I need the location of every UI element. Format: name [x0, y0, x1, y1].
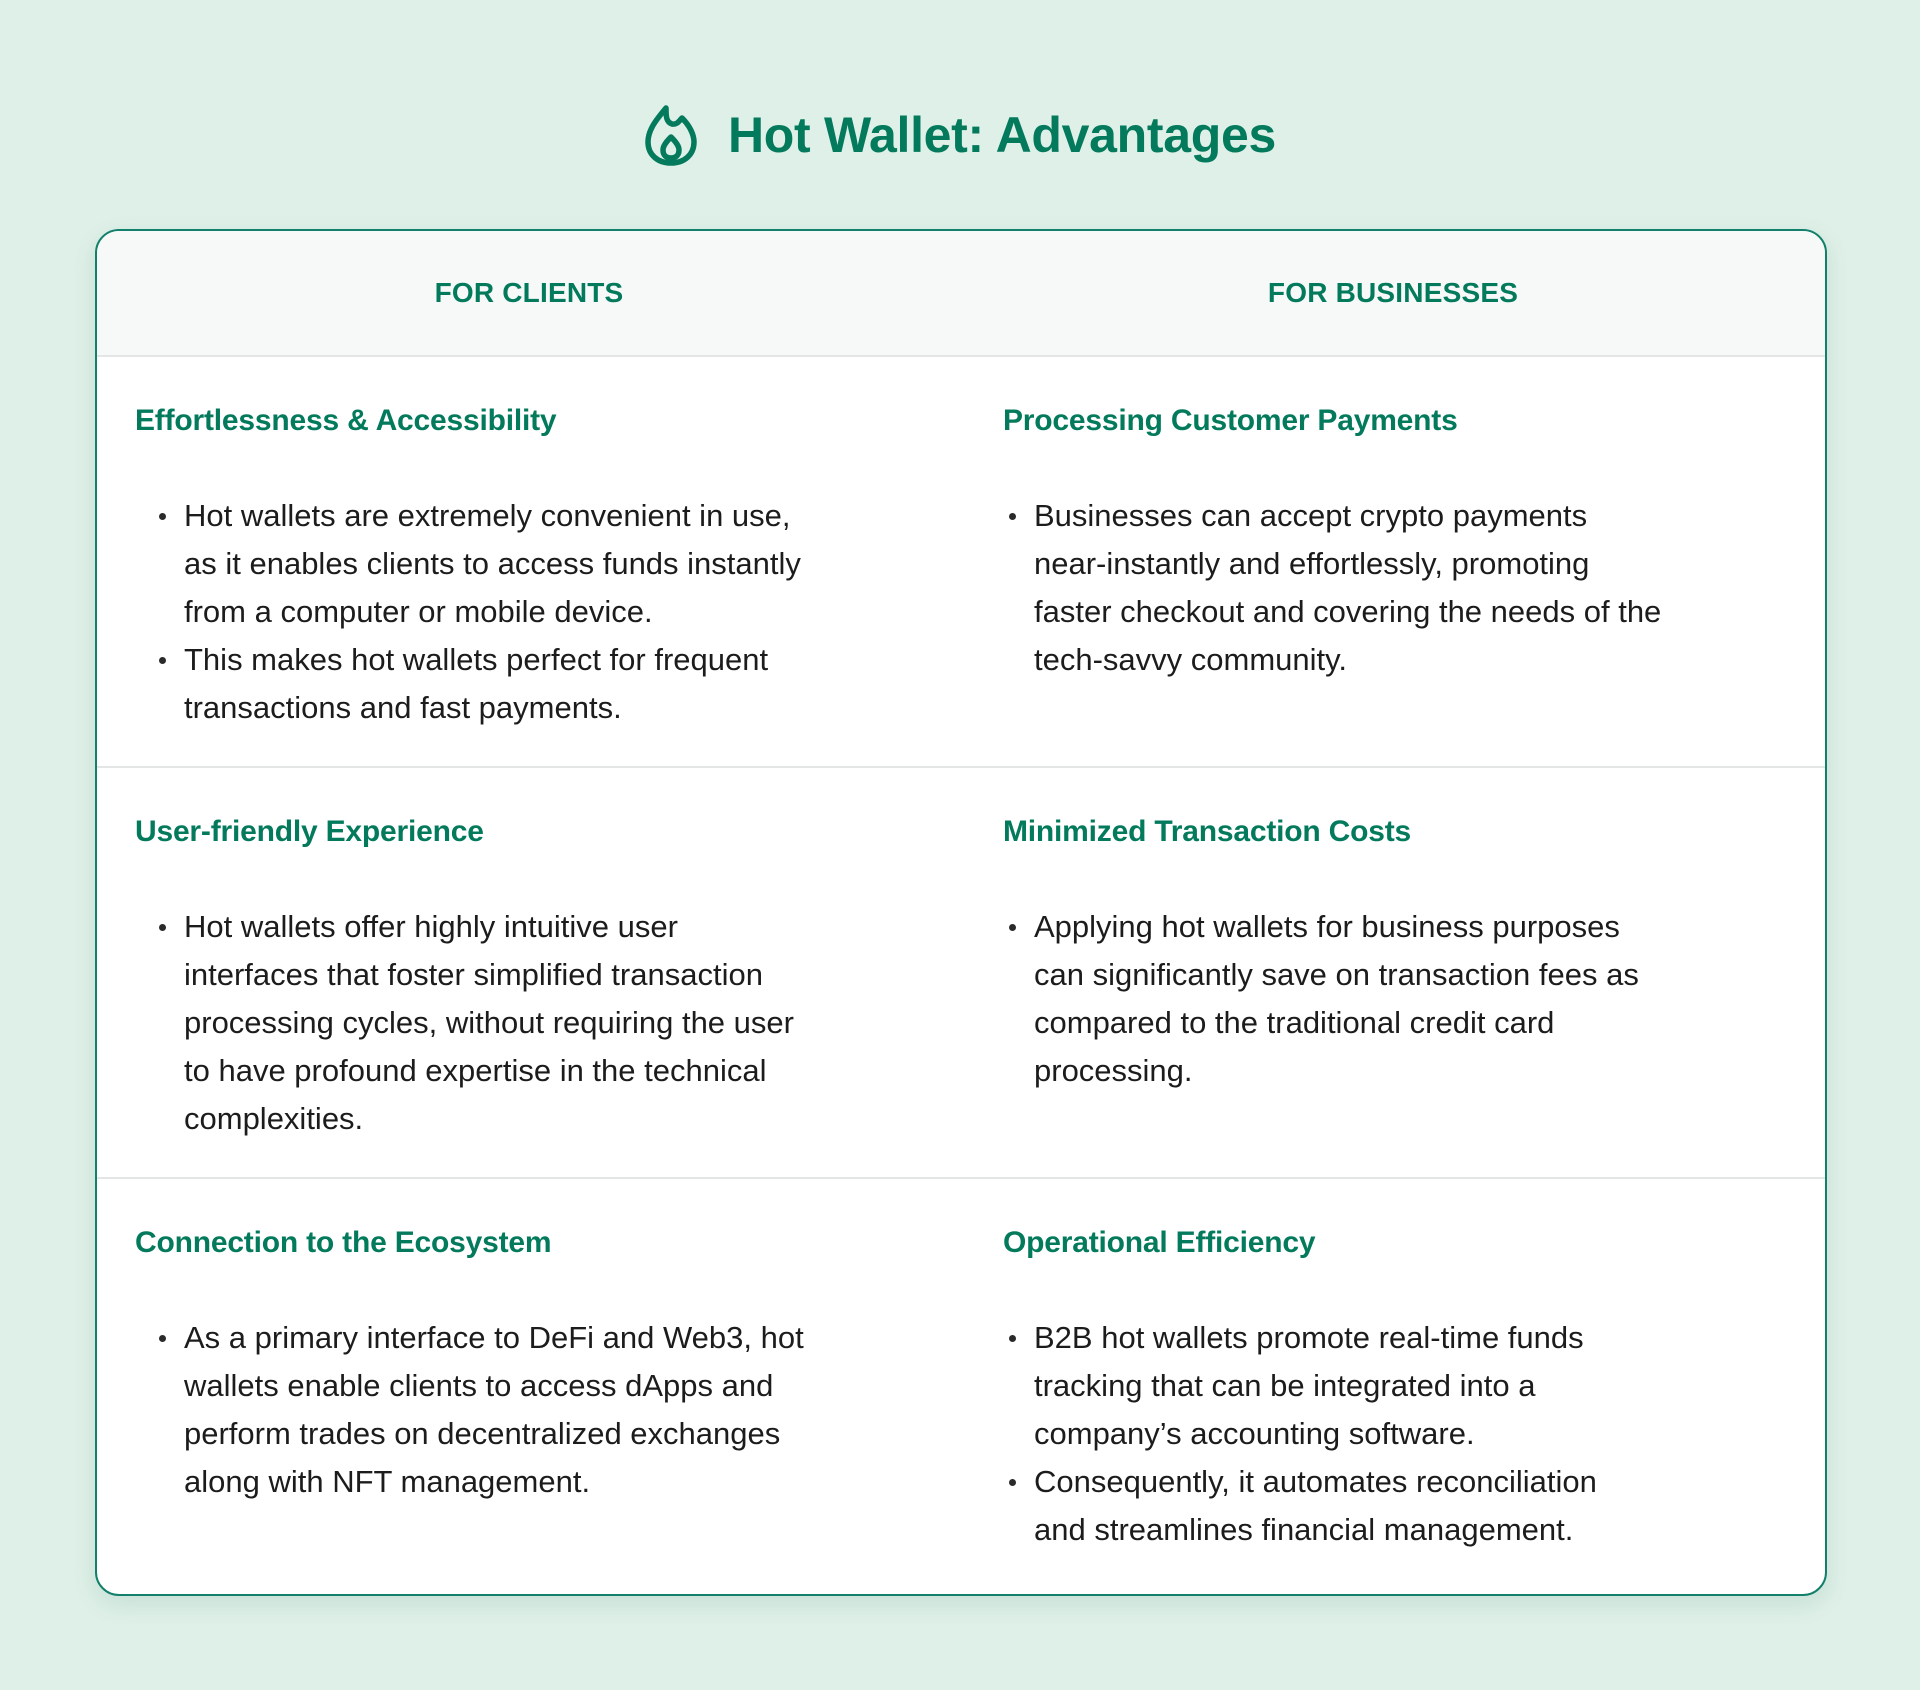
bullet-text: and streamlines financial management. [1034, 1512, 1574, 1547]
bullet-icon [1009, 1335, 1016, 1342]
bullet-item [159, 1314, 804, 1506]
advantage-title: Minimized Transaction Costs [1003, 815, 1412, 848]
bullet-list [1009, 492, 1661, 684]
bullet-list [159, 492, 801, 732]
bullet-text: faster checkout and covering the needs of the [1034, 594, 1662, 629]
bullet-item [1009, 1458, 1597, 1554]
bullet-icon [159, 657, 166, 664]
column-header-businesses: FOR BUSINESSES [1267, 277, 1519, 308]
advantage-title: Effortlessness & Accessibility [135, 404, 557, 437]
page-title: Hot Wallet: Advantages [727, 107, 1277, 163]
advantage-title: Connection to the Ecosystem [135, 1226, 552, 1259]
bullet-text: Consequently, it automates reconciliation [1034, 1464, 1597, 1499]
bullet-icon [1009, 513, 1016, 520]
bullet-text: Applying hot wallets for business purposes [1034, 909, 1620, 944]
bullet-text: along with NFT management. [184, 1464, 591, 1499]
column-header-clients: FOR CLIENTS [434, 277, 624, 308]
bullet-text: company’s accounting software. [1034, 1416, 1475, 1451]
businesses-cell [961, 768, 1825, 1177]
flame-icon [644, 104, 698, 166]
bullet-text: compared to the traditional credit card [1034, 1005, 1555, 1040]
bullet-list [159, 1314, 804, 1506]
bullet-list [1009, 903, 1639, 1095]
bullet-text: can significantly save on transaction fees as [1034, 957, 1639, 992]
comparison-table [95, 229, 1827, 1596]
bullet-icon [1009, 1479, 1016, 1486]
page-header [0, 100, 1920, 170]
bullet-list [1009, 1314, 1597, 1554]
advantage-title: User-friendly Experience [135, 815, 484, 848]
bullet-icon [159, 513, 166, 520]
bullet-list [159, 903, 794, 1143]
bullet-item [1009, 492, 1661, 684]
bullet-text: Hot wallets are extremely convenient in use, [184, 498, 791, 533]
table-row [97, 768, 1825, 1179]
table-row [97, 357, 1825, 768]
table-row [97, 1179, 1825, 1590]
bullet-text: from a computer or mobile device. [184, 594, 653, 629]
bullet-text: B2B hot wallets promote real-time funds [1034, 1320, 1584, 1355]
bullet-text: As a primary interface to DeFi and Web3, hot [184, 1320, 804, 1355]
bullet-item [159, 492, 801, 636]
bullet-text: near-instantly and effortlessly, promoting [1034, 546, 1590, 581]
bullet-icon [1009, 924, 1016, 931]
bullet-item [159, 903, 794, 1143]
bullet-text: complexities. [184, 1101, 364, 1136]
clients-cell [97, 768, 961, 1177]
businesses-cell [961, 357, 1825, 766]
table-header [97, 231, 1825, 357]
bullet-text: Hot wallets offer highly intuitive user [184, 909, 678, 944]
bullet-icon [159, 1335, 166, 1342]
bullet-text: as it enables clients to access funds instantly [184, 546, 801, 581]
advantage-title: Operational Efficiency [1003, 1226, 1316, 1259]
bullet-text: processing cycles, without requiring the user [184, 1005, 794, 1040]
bullet-text: This makes hot wallets perfect for frequent [184, 642, 769, 677]
bullet-item [1009, 903, 1639, 1095]
bullet-text: tech-savvy community. [1034, 642, 1347, 677]
bullet-text: wallets enable clients to access dApps and [184, 1368, 774, 1403]
bullet-text: interfaces that foster simplified transaction [184, 957, 763, 992]
clients-cell [97, 357, 961, 766]
bullet-text: perform trades on decentralized exchanges [184, 1416, 781, 1451]
businesses-cell [961, 1179, 1825, 1590]
bullet-item [1009, 1314, 1597, 1458]
bullet-text: to have profound expertise in the technical [184, 1053, 767, 1088]
clients-cell [97, 1179, 961, 1590]
advantage-title: Processing Customer Payments [1003, 404, 1458, 437]
bullet-text: tracking that can be integrated into a [1034, 1368, 1536, 1403]
bullet-text: Businesses can accept crypto payments [1034, 498, 1588, 533]
bullet-icon [159, 924, 166, 931]
bullet-text: transactions and fast payments. [184, 690, 622, 725]
bullet-item [159, 636, 801, 732]
bullet-text: processing. [1034, 1053, 1193, 1088]
